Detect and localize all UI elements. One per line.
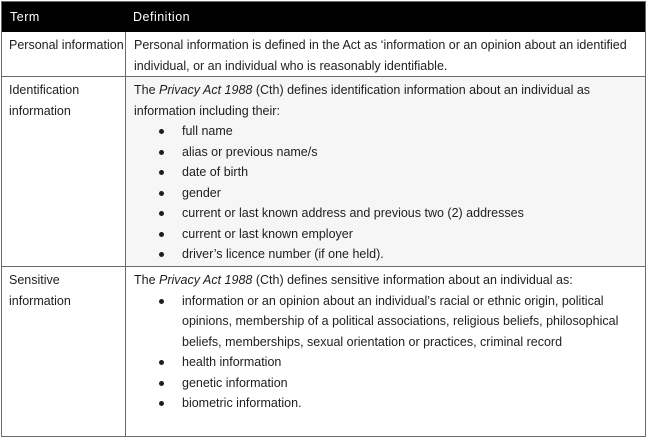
table-header: [2, 2, 645, 32]
bullet-icon: [159, 232, 164, 237]
sensitive-list: [134, 291, 637, 414]
term-cell: Personal information: [2, 32, 126, 76]
bullet-icon: [159, 252, 164, 257]
table-row-personal: [2, 32, 645, 76]
definition-cell: [126, 77, 645, 266]
bullet-icon: [159, 381, 164, 386]
list-item: genetic information: [134, 373, 637, 394]
bullet-icon: [159, 299, 164, 304]
definitions-table: [1, 1, 646, 437]
act-title: Privacy Act 1988: [159, 83, 253, 97]
term-cell: Sensitive information: [2, 267, 126, 437]
list-item: information or an opinion about an individual’s racial or ethnic origin, political opinions, membership of a political associations, religious beliefs, philosophical beliefs, memberships, sexual orientation or practices, criminal record: [134, 291, 637, 353]
list-item: health information: [134, 352, 637, 373]
list-item: alias or previous name/s: [134, 142, 637, 163]
list-item: current or last known employer: [134, 224, 637, 245]
list-item: current or last known address and previous two (2) addresses: [134, 203, 637, 224]
bullet-icon: [159, 401, 164, 406]
definition-intro: The Privacy Act 1988 (Cth) defines sensitive information about an individual as:: [134, 273, 573, 287]
bullet-icon: [159, 150, 164, 155]
header-term: Term: [10, 10, 40, 24]
list-item: gender: [134, 183, 637, 204]
bullet-icon: [159, 211, 164, 216]
bullet-icon: [159, 170, 164, 175]
bullet-icon: [159, 360, 164, 365]
header-definition: Definition: [133, 10, 191, 24]
list-item: full name: [134, 121, 637, 142]
definition-cell: Personal information is defined in the Act as ‘information or an opinion about an identified individual, or an individual who is reasonably identifiable.: [134, 38, 627, 73]
definition-cell: [126, 267, 645, 437]
identification-list: [134, 121, 637, 265]
list-item: biometric information.: [134, 393, 637, 414]
term-cell: Identification information: [2, 77, 126, 266]
list-item: driver’s licence number (if one held).: [134, 244, 637, 265]
act-title: Privacy Act 1988: [159, 273, 253, 287]
bullet-icon: [159, 129, 164, 134]
definition-intro: The Privacy Act 1988 (Cth) defines identification information about an individual as information including their:: [134, 83, 591, 118]
bullet-icon: [159, 191, 164, 196]
list-item: date of birth: [134, 162, 637, 183]
table-row-sensitive: [2, 267, 645, 437]
table-row-identification: [2, 77, 645, 266]
